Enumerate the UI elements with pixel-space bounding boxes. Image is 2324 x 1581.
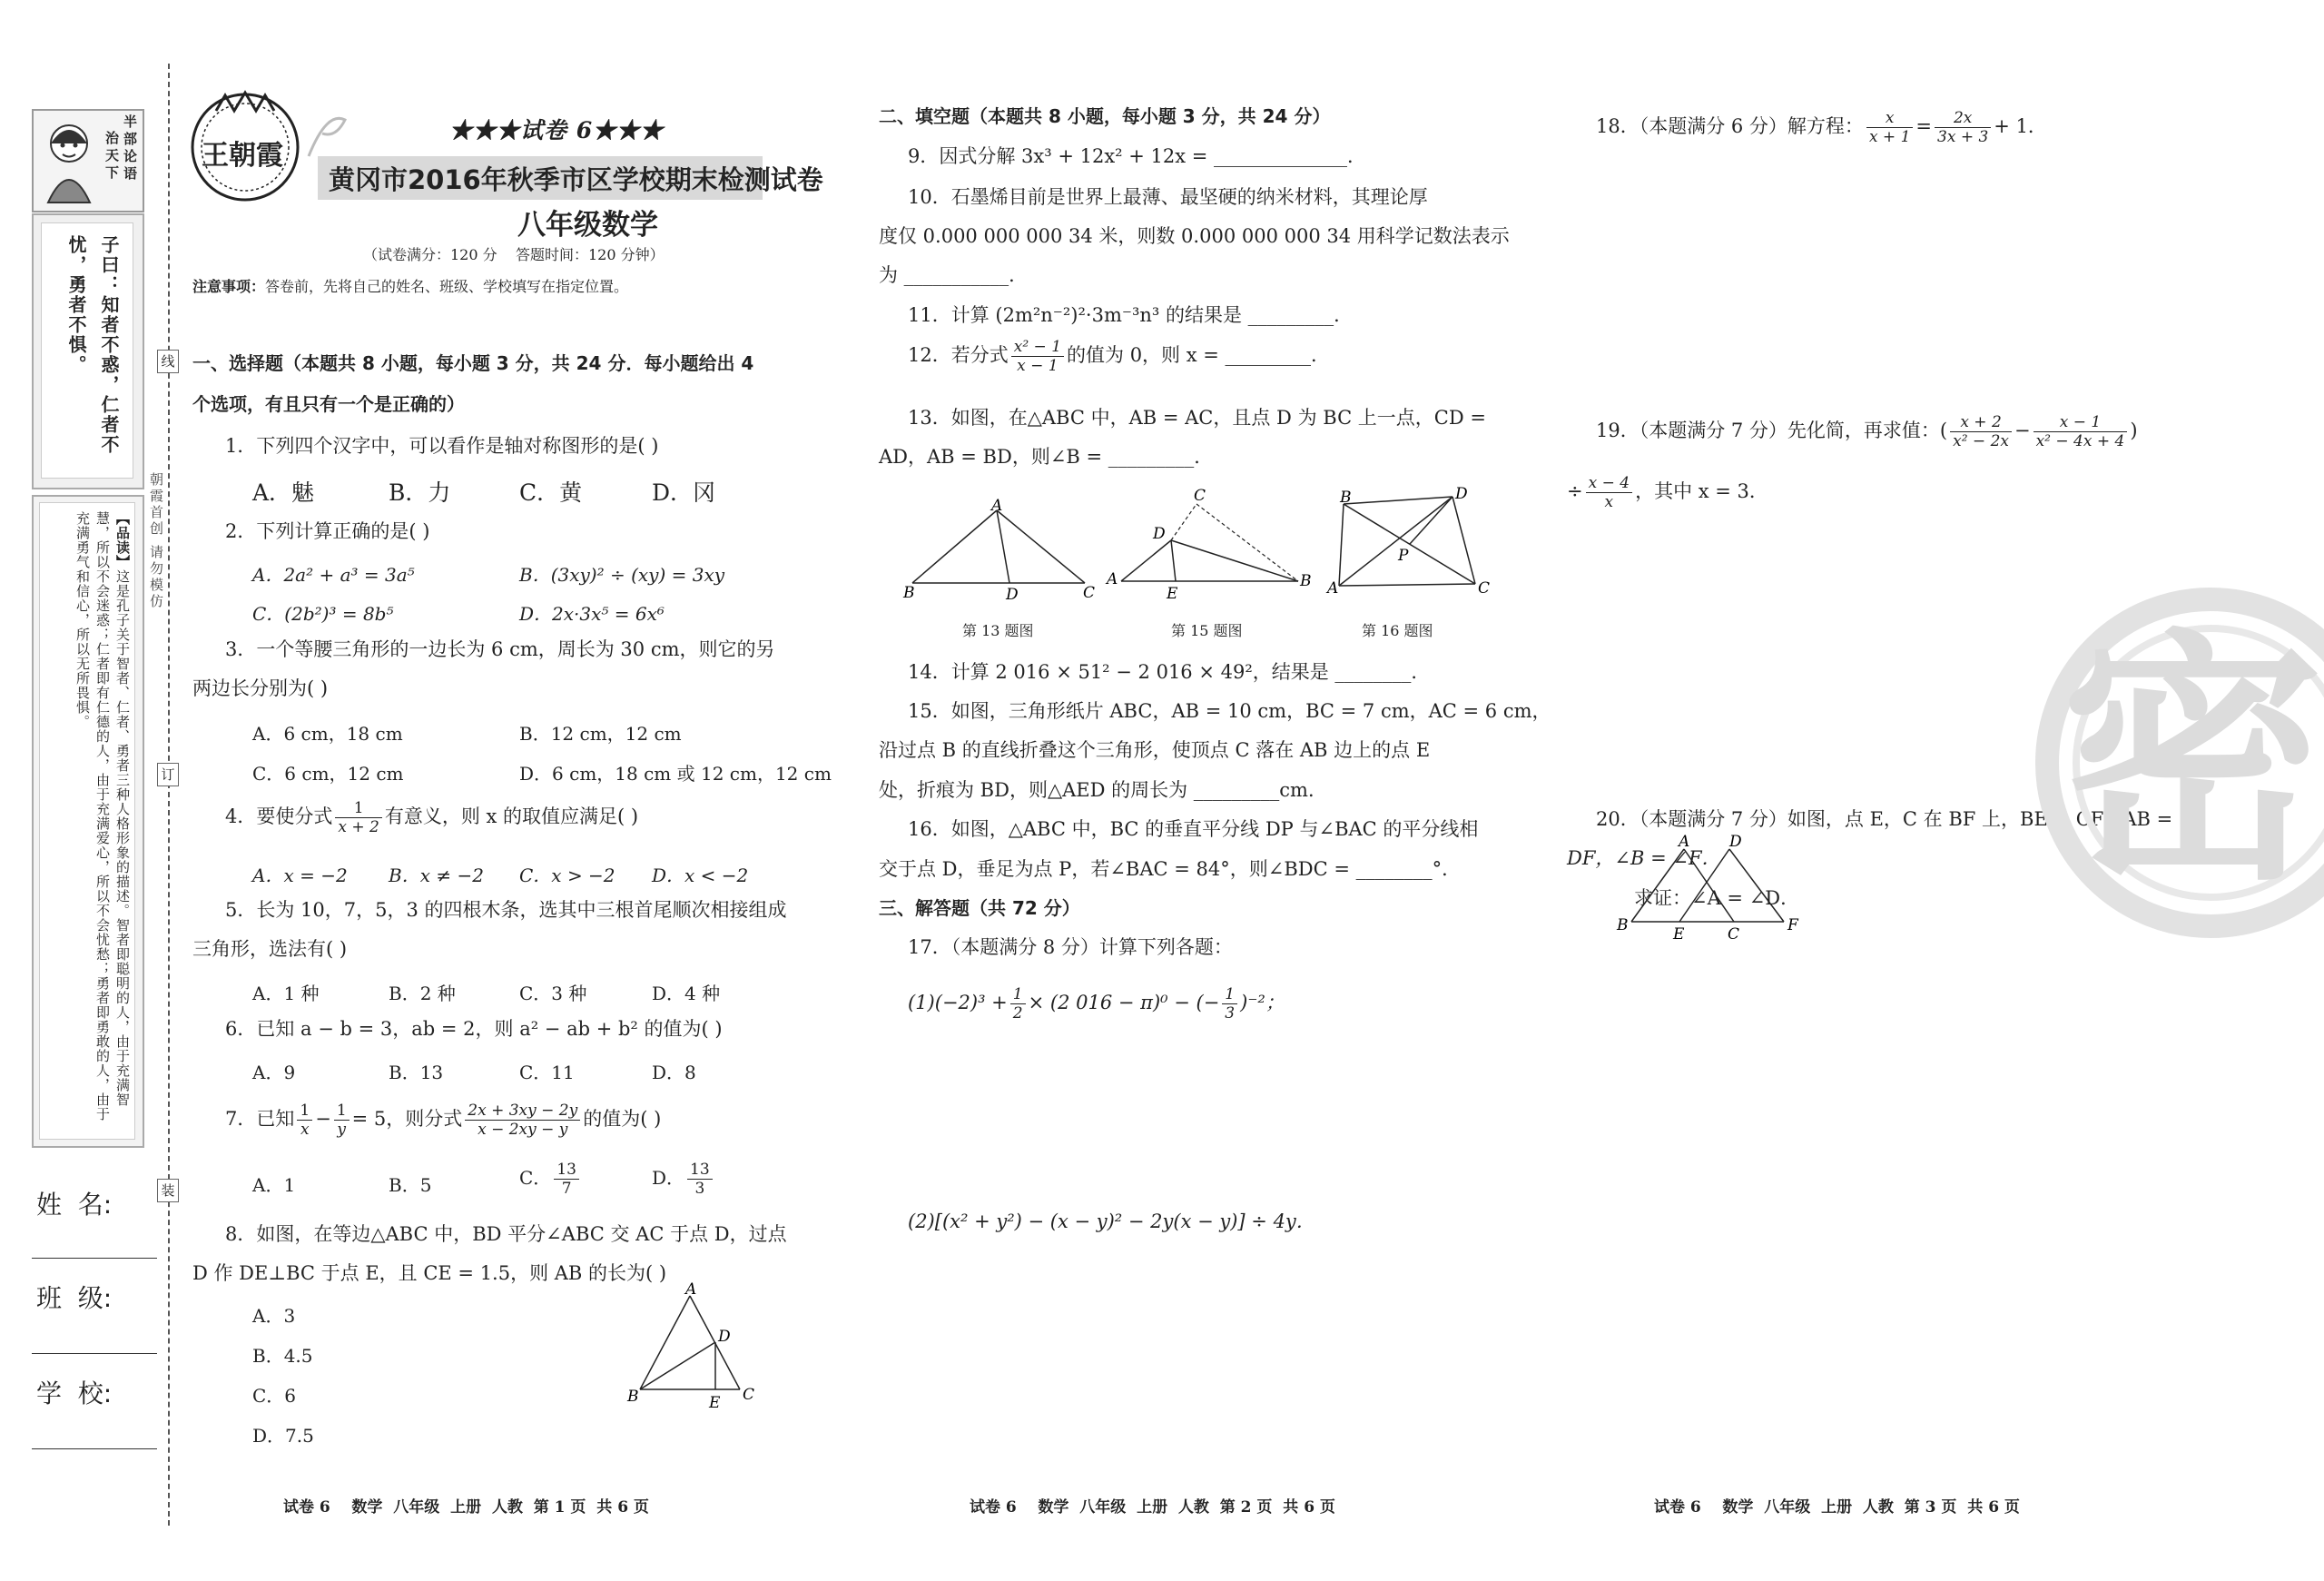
q6-opt-a: A．9 — [252, 1062, 296, 1083]
q20c: 求证：∠A = ∠D． — [1634, 887, 1800, 909]
q12: 12．若分式 $\frac{\text{x² − 1}}{x - 1}$ 的值为 0，则 x = _________． — [908, 338, 1331, 375]
q8-label-d: D — [718, 1328, 731, 1346]
q1-opt-a: A．魅 — [252, 479, 315, 506]
q8-opt-a: A．3 — [252, 1305, 296, 1327]
caption-q15: 第 15 题图 — [1171, 622, 1243, 639]
q8-stem2: D 作 DE⊥BC 于点 E，且 CE = 1.5，则 AB 的长为( ) — [192, 1262, 667, 1284]
q13-label-b: B — [903, 584, 915, 602]
sidebar-quote-box — [32, 213, 144, 489]
q14: 14．计算 2 016 × 51² − 2 016 × 49²，结果是 ________． — [908, 661, 1431, 683]
sidebar-header-box — [32, 109, 144, 212]
fold-mark-2: 订 — [157, 763, 179, 786]
q16-label-a: A — [1327, 579, 1339, 598]
class-field-label: 班 级: — [36, 1283, 113, 1313]
q10c: 为 ___________． — [879, 264, 1029, 286]
q11: 11．计算 (2m²n⁻²)²·3m⁻³n³ 的结果是 _________． — [908, 304, 1354, 326]
q20: 20．（本题满分 7 分）如图，点 E，C 在 BF 上，BE = CF，AB = — [1596, 808, 2173, 830]
school-field-label: 学 校: — [36, 1378, 113, 1408]
q5-opt-d: D．4 种 — [652, 983, 721, 1004]
q4-opt-a: A．x = −2 — [252, 865, 348, 886]
fold-mark-3: 装 — [157, 1179, 179, 1202]
q3-stem2: 两边长分别为( ) — [192, 677, 329, 699]
notice — [192, 275, 628, 296]
q16: 16．如图，△ABC 中，BC 的垂直平分线 DP 与∠BAC 的平分线相 — [908, 818, 1479, 840]
q8-label-a: A — [685, 1280, 697, 1299]
q15-label-b: B — [1300, 572, 1312, 590]
section1-title: 一、选择题（本题共 8 小题，每小题 3 分，共 24 分．每小题给出 4 — [192, 352, 754, 374]
q17-2: (2)[(x² + y²) − (x − y)² − 2y(x − y)] ÷ 4y． — [908, 1210, 1315, 1232]
q2-opt-c: C．(2b²)³ = 8b⁵ — [252, 603, 394, 625]
q16b: 交于点 D，垂足为点 P，若∠BAC = 84°，则∠BDC = ________°． — [879, 858, 1462, 880]
notice-label: 注意事项： — [192, 278, 266, 295]
q18: 18．（本题满分 6 分）解方程： $\frac{x}{x + 1}$ = $\frac{2x}{3x + 3}$ + 1． — [1596, 109, 2047, 146]
q3-opt-d: D．6 cm，18 cm 或 12 cm，12 cm — [519, 763, 832, 785]
q16-label-d: D — [1455, 485, 1468, 503]
q2-opt-b: B．(3xy)² ÷ (xy) = 3xy — [519, 564, 725, 586]
q13-label-a: A — [991, 497, 1003, 515]
q20-label-a: A — [1679, 833, 1690, 851]
q1-opt-b: B．力 — [389, 479, 451, 506]
q8-opt-d: D．7.5 — [252, 1425, 314, 1447]
q19: 19．（本题满分 7 分）先化简，再求值：( $\frac{x + 2}{\text{x² − 2x}}$ − $\frac{x - 1}{\text{x² − 4x + 4}}$ ) — [1596, 413, 2138, 450]
q5-opt-a: A．1 种 — [252, 983, 320, 1004]
sidebar-book-label2: 治天下 — [103, 131, 120, 183]
q3-stem: 3．一个等腰三角形的一边长为 6 cm，周长为 30 cm，则它的另 — [225, 638, 775, 660]
q4-opt-d: D．x < −2 — [652, 865, 749, 886]
q16-figure — [1325, 486, 1493, 608]
q17: 17．（本题满分 8 分）计算下列各题： — [908, 936, 1233, 958]
q3-opt-a: A．6 cm，18 cm — [252, 723, 403, 745]
q15c: 处，折痕为 BD，则△AED 的周长为 _________cm． — [879, 779, 1327, 801]
footer-page-1: 试卷 6 数学 八年级 上册 人教 第 1 页 共 6 页 — [283, 1498, 649, 1517]
name-field-line[interactable] — [32, 1258, 157, 1259]
q5-stem2: 三角形，选法有( ) — [192, 938, 348, 960]
q10: 10．石墨烯目前是世界上最薄、最坚硬的纳米材料，其理论厚 — [908, 186, 1428, 208]
q8-stem: 8．如图，在等边△ABC 中，BD 平分∠ABC 交 AC 于点 D，过点 — [225, 1223, 787, 1245]
sidebar-commentary — [46, 511, 133, 1129]
section1-title2: 个选项，有且只有一个是正确的） — [192, 393, 465, 415]
q15-label-e: E — [1167, 585, 1178, 603]
q20-label-d: D — [1729, 833, 1742, 851]
caption-q13: 第 13 题图 — [962, 622, 1034, 639]
name-field-label: 姓 名: — [36, 1190, 113, 1220]
sidebar — [27, 104, 145, 1149]
q17-1: (1)(−2)³ + $\frac{1}{2}$ × (2 016 − π)⁰ − (− $\frac{1}{3}$ )⁻²； — [908, 985, 1285, 1023]
q15: 15．如图，三角形纸片 ABC，AB = 10 cm，BC = 7 cm，AC = 6 cm， — [908, 700, 1551, 722]
q20-label-b: B — [1617, 916, 1629, 934]
section3-title: 三、解答题（共 72 分） — [879, 897, 1080, 919]
q2-opt-d: D．2x·3x⁵ = 6x⁶ — [519, 603, 665, 625]
q2-stem: 2．下列计算正确的是( ) — [225, 520, 430, 542]
q4-fraction: $\frac{1}{x + 2}$ — [335, 799, 381, 836]
q20b: DF，∠B = ∠F． — [1567, 847, 1721, 869]
q13-figure — [899, 499, 1098, 608]
q13-label-d: D — [1006, 586, 1019, 604]
q8-opt-b: B．4.5 — [252, 1345, 313, 1367]
q6-opt-d: D．8 — [652, 1062, 696, 1083]
q7-opt-c: C． $\frac{13}{7}$ — [519, 1161, 582, 1198]
q20-label-c: C — [1728, 925, 1740, 944]
q10b: 度仅 0.000 000 000 34 米，则数 0.000 000 000 34 用科学记数法表示 — [879, 225, 1510, 247]
caption-q16: 第 16 题图 — [1362, 622, 1433, 639]
q3-opt-c: C．6 cm，12 cm — [252, 763, 404, 785]
q8-label-e: E — [709, 1394, 721, 1412]
sidebar-quote-title: 子曰：知者不惑，仁者不 — [98, 235, 120, 455]
brand-logo-text: 王朝霞 — [202, 140, 283, 172]
sidebar-quote-title2: 忧，勇者不惧。 — [65, 235, 87, 375]
q15-label-c: C — [1194, 487, 1206, 505]
q4-stem: 4．要使分式 $\frac{1}{x + 2}$ 有意义，则 x 的取值应满足( ) — [225, 799, 639, 836]
q3-opt-b: B．12 cm，12 cm — [519, 723, 682, 745]
notice-text: 答卷前，先将自己的姓名、班级、学校填写在指定位置。 — [265, 278, 629, 295]
sidebar-commentary-box — [32, 495, 144, 1148]
q8-label-c: C — [743, 1386, 755, 1404]
q13b: AD，AB = BD，则∠B = _________． — [879, 446, 1214, 468]
q1-opt-d: D．冈 — [652, 479, 716, 506]
paper-title: 黄冈市2016年秋季市区学校期末检测试卷 — [329, 164, 823, 195]
section2-title: 二、填空题（本题共 8 小题，每小题 3 分，共 24 分） — [879, 105, 1331, 127]
q15-label-d: D — [1153, 525, 1166, 543]
q2-opt-a: A．2a² + a³ = 3a⁵ — [252, 564, 415, 586]
q20-label-f: F — [1787, 916, 1798, 934]
q13-label-c: C — [1083, 584, 1096, 602]
q8-opt-c: C．6 — [252, 1385, 297, 1407]
q6-stem: 6．已知 a − b = 3，ab = 2，则 a² − ab + b² 的值为( ) — [225, 1018, 723, 1040]
q7-opt-d: D． $\frac{13}{3}$ — [652, 1161, 715, 1198]
seal-character: 密 — [2061, 609, 2324, 915]
class-field-line[interactable] — [32, 1353, 157, 1354]
q5-stem: 5．长为 10，7，5，3 的四根木条，选其中三根首尾顺次相接组成 — [225, 899, 787, 921]
footer-page-2: 试卷 6 数学 八年级 上册 人教 第 2 页 共 6 页 — [970, 1498, 1335, 1517]
q6-opt-b: B．13 — [389, 1062, 444, 1083]
q1-opt-c: C．黄 — [519, 479, 583, 506]
q13: 13．如图，在△ABC 中，AB = AC，且点 D 为 BC 上一点，CD = — [908, 407, 1486, 429]
q15-label-a: A — [1107, 570, 1118, 588]
q5-opt-c: C．3 种 — [519, 983, 587, 1004]
school-field-line[interactable] — [32, 1448, 157, 1449]
cartoon-icon — [37, 116, 101, 207]
q6-opt-c: C．11 — [519, 1062, 575, 1083]
q15-figure — [1103, 486, 1312, 608]
q4-opt-c: C．x > −2 — [519, 865, 615, 886]
sidebar-book-label: 半部论语 — [122, 114, 138, 183]
q7-opt-b: B．5 — [389, 1174, 432, 1196]
sidebar-commentary-tag: 【品读】 — [114, 511, 131, 569]
q20-label-e: E — [1673, 925, 1685, 944]
fold-note: 朝霞首创 请勿模仿 — [148, 472, 164, 610]
q16-label-c: C — [1478, 579, 1491, 598]
q7-opt-a: A．1 — [252, 1174, 296, 1196]
q7-stem: 7．已知 $\frac{1}{x}$ − $\frac{1}{y}$ = 5，则分式 $\frac{2x + 3xy - 2y}{x - 2xy - y}$ 的值为( ) — [225, 1102, 662, 1139]
q4-opt-b: B．x ≠ −2 — [389, 865, 484, 886]
fold-line — [168, 64, 170, 1526]
q15b: 沿过点 B 的直线折叠这个三角形，使顶点 C 落在 AB 边上的点 E — [879, 739, 1431, 761]
sidebar-commentary-text: 这是孔子关于智者、仁者、勇者三种人格形象的描述。智者即聪明的人，由于充满智慧，所以不会迷惑；仁者即有仁德的人，由于充满爱心，所以不会忧愁；勇者即勇敢的人，由于充满勇气和信心，所以无所畏惧。 — [74, 511, 131, 1122]
q8-label-b: B — [627, 1388, 639, 1406]
q20-figure — [1611, 835, 1802, 944]
q16-label-p: P — [1398, 547, 1409, 565]
q8-figure — [622, 1280, 758, 1412]
q1-stem: 1．下列四个汉字中，可以看作是轴对称图形的是( ) — [225, 435, 659, 457]
paper-tag: ★★★试卷 6★★★ — [449, 117, 665, 143]
paper-meta: （试卷满分：120 分 答题时间：120 分钟） — [363, 246, 665, 263]
paper-subject: 八年级数学 — [517, 209, 658, 242]
q19-cont: ÷ $\frac{x - 4}{x}$ ，其中 x = 3． — [1567, 474, 1768, 511]
q5-opt-b: B．2 种 — [389, 983, 456, 1004]
footer-page-3: 试卷 6 数学 八年级 上册 人教 第 3 页 共 6 页 — [1654, 1498, 2020, 1517]
q9: 9．因式分解 3x³ + 12x² + 12x = ______________． — [908, 145, 1367, 167]
fold-mark-1: 线 — [157, 350, 179, 373]
q16-label-b: B — [1340, 489, 1352, 507]
